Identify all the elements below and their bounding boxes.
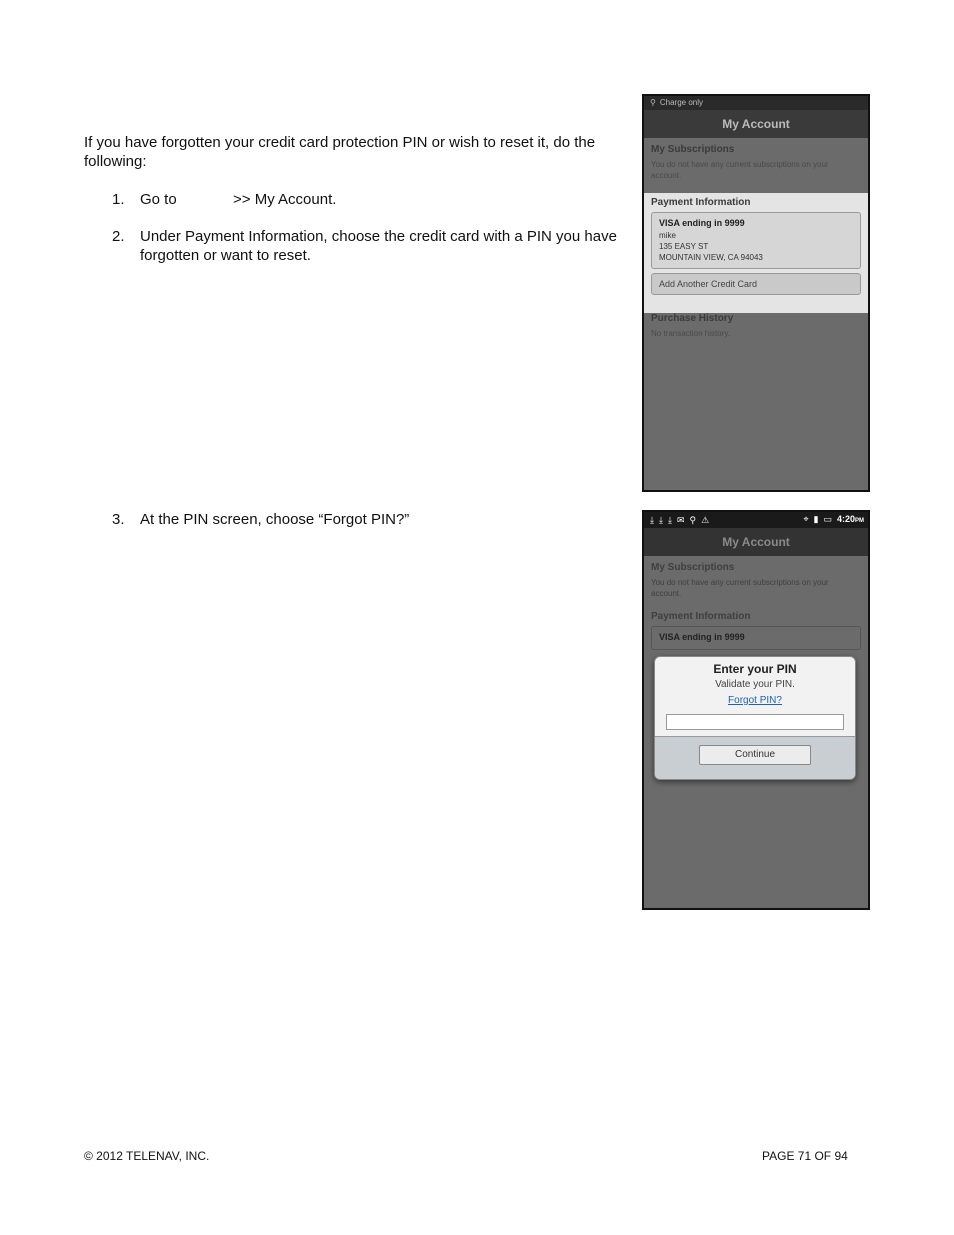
usb-icon: ⚲ [689,515,697,525]
step-text: Under Payment Information, choose the credit card with a PIN you have forgotten or want to reset. [140,228,617,264]
dialog-footer [655,736,855,779]
status-text: Charge only [659,98,703,107]
enter-pin-dialog [654,656,856,780]
step-text [140,190,620,209]
screen-title: My Account [644,110,868,138]
step-text-before: Go to [140,191,177,208]
credit-card-item [651,626,861,650]
purchase-history-heading: Purchase History [651,313,734,324]
mail-icon: ✉ [676,515,685,525]
add-credit-card-button[interactable]: Add Another Credit Card [651,273,861,295]
subscriptions-text: You do not have any current subscriptions on your account. [651,578,829,598]
step-number: 3. [112,511,125,528]
continue-button[interactable]: Continue [699,745,811,765]
pin-input[interactable] [666,714,844,730]
status-bar [644,96,868,110]
copyright: © 2012 TELENAV, INC. [84,1149,210,1163]
payment-heading: Payment Information [651,611,751,622]
payment-heading: Payment Information [651,197,751,208]
forgot-pin-link[interactable]: Forgot PIN? [728,695,782,706]
step-text-after: >> My Account. [233,191,337,208]
subscriptions-heading: My Subscriptions [651,144,735,155]
download-icon: ⤓ [658,515,663,525]
payment-section [644,193,868,313]
status-bar [644,512,868,528]
intro-paragraph: If you have forgotten your credit card protection PIN or wish to reset it, do the following: [84,134,596,170]
step-2 [112,227,620,265]
card-title: VISA ending in 9999 [659,218,745,228]
system-icons [803,512,864,528]
warning-icon: ⚠ [701,515,710,525]
clock: 4:20PM [836,514,864,524]
step-number: 1. [112,191,125,208]
card-street: 135 EASY ST [659,242,709,251]
step-number: 2. [112,228,125,245]
card-title: VISA ending in 9999 [659,632,745,642]
dialog-title: Enter your PIN [713,662,797,676]
signal-icon: ▮ [813,514,819,524]
purchase-history-text: No transaction history. [651,329,730,338]
my-account-screenshot [642,94,870,492]
credit-card-item[interactable] [651,212,861,269]
notification-icons [650,513,709,527]
subscriptions-text: You do not have any current subscriptions on your account. [651,160,829,180]
card-city: MOUNTAIN VIEW, CA 94043 [659,253,763,262]
step-1 [112,190,620,209]
screen-title: My Account [644,528,868,556]
card-name: mike [659,231,676,240]
step-3 [112,510,620,529]
download-icon: ⤓ [650,515,654,525]
subscriptions-heading: My Subscriptions [651,562,735,573]
battery-icon: ▭ [823,514,832,524]
page-number: PAGE 71 OF 94 [762,1149,848,1163]
step-text: At the PIN screen, choose “Forgot PIN?” [140,511,410,528]
usb-icon: ⚲ [650,98,656,107]
gps-icon: ⌖ [803,514,809,524]
dialog-subtitle: Validate your PIN. [715,679,795,690]
download-icon: ⤓ [667,515,672,525]
pin-screen-screenshot [642,510,870,910]
